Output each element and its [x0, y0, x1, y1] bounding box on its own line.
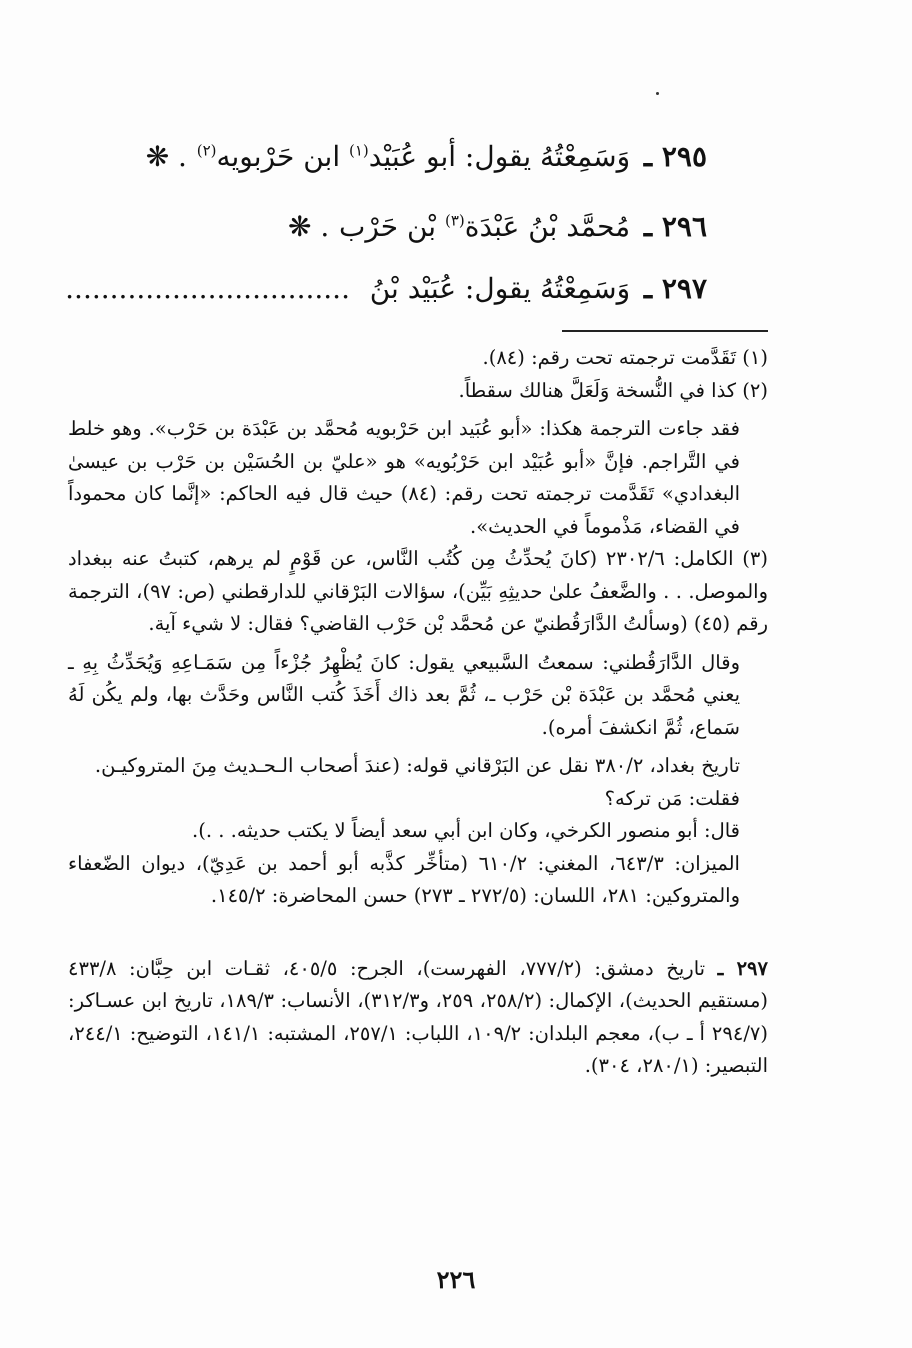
footnote-3-references: الميزان: ٦٤٣/٣، المغني: ٦١٠/٢ (متأخِّر كذَّبه أبو أحمد بن عَدِيّ)، ديوان الضّعفاء والمتروكين: ٢٨١، اللسان: (٢٧٢/٥ ـ ٢٧٣) حسن المحاضرة: ١٤٥/٢.: [68, 851, 740, 907]
footnote-3-paragraph: تاريخ بغداد، ٣٨٠/٢ نقل عن البَرْقاني قوله: (عندَ أصحاب الـحـديث مِنَ المتروكيـن.: [94, 754, 740, 777]
footnote-ref: (١): [349, 141, 369, 160]
sources-number: ٢٩٧ ـ: [717, 956, 768, 980]
entry-296: [288, 210, 707, 243]
entry-text: وَسَمِعْتُهُ يقول: عُبَيْد بْنُ: [369, 272, 631, 305]
entry-295: [146, 140, 707, 173]
missing-text-dots: ................................: [65, 272, 350, 305]
footnotes: [68, 342, 768, 1083]
footnote-3-paragraph: فقلت: مَن تركه؟: [604, 786, 740, 810]
footnote-2-body: فقد جاءت الترجمة هكذا: «أبو عُبَيد ابن حَرْبويه مُحمَّد بن عَبْدَة بن حَرْب». وهو خلط في التَّراجم. فإنَّ «أبو عُبَيْد ابن حَرْبُويه» هو «عليّ بن الحُسَيْن بن حَرْب بن عيسىٰ البغدادي» تَقَدَّمت ترجمته تحت رقم: (٨٤) حيث قال فيه الحاكم: «إنَّما كان محموداً في القضاء، مَذْموماً في الحديث».: [68, 417, 740, 538]
footnote-3-paragraph: قال: أبو منصور الكرخي، وكان ابن أبي سعد أيضاً لا يكتب حديثه. . .).: [192, 819, 740, 842]
entry-text-continued: ابن حَرْبويه: [216, 140, 349, 173]
page-number: ٢٢٦: [436, 1265, 476, 1294]
footnote-3: (٣) الكامل: ٢٣٠٢/٦ (كانَ يُحدِّثُ مِن كُتُب النَّاس، عن قَوْمٍ لم يرهم، كتبتُ عنه ببغداد والموصل. . . والضَّعفُ علىٰ حديثِهِ بَيِّن)، سؤالات البَرْقاني للدارقطني (ص: ٩٧)، الترجمة رقم (٤٥) (وسألتُ الدَّارَقُطنيّ عن مُحمَّد بْن حَرْب القاضي؟ فقال: لا شيء آية.: [68, 547, 768, 635]
entry-mark: . ❋: [145, 140, 187, 173]
entry-number: ٢٩٧ ـ: [643, 272, 707, 305]
entry-text-continued: بْن حَرْب: [338, 210, 445, 243]
entry-number: ٢٩٦ ـ: [643, 210, 707, 243]
footnote-1: (١) تَقَدَّمت ترجمته تحت رقم: (٨٤).: [482, 346, 768, 369]
entry-number: ٢٩٥ ـ: [643, 140, 707, 173]
footnote-ref: (٣): [445, 211, 465, 230]
entry-text: مُحمَّد بْنُ عَبْدَة: [464, 210, 631, 243]
sources-text: تاريخ دمشق: (٧٧٧/٢، الفهرست)، الجرح: ٤٠٥/٥، ثقـات ابن حِبَّان: ٤٣٣/٨ (مستقيم الحديث)، الإكمال: (٢٥٨/٢، ٢٥٩، و٣١٢/٣)، الأنساب: ١٨٩/٣، تاريخ ابن عسـاكر: (٢٩٤/٧ أ ـ ب)، معجم البلدان: ١٠٩/٢، اللباب: ٢٥٧/١، المشتبه: ١٤١/١، التوضيح: ٢٤٤/١، التبصير: (٢٨٠/١، ٣٠٤).: [68, 956, 768, 1077]
sources-297: [68, 953, 768, 1083]
footnote-ref: (٢): [196, 141, 217, 160]
entry-mark: . ❋: [287, 210, 330, 243]
footnote-2: (٢) كذا في النُّسخة وَلَعَلَّ هنالك سقطاً.: [458, 378, 768, 402]
entry-text: وَسَمِعْتُهُ يقول: أبو عُبَيْد: [368, 140, 631, 173]
footnote-separator: [562, 330, 768, 332]
footnote-3-paragraph: وقال الدَّارَقُطني: سمعتُ السَّبيعي يقول: كانَ يُظْهِرُ جُزْءاً مِن سَمَـاعِهِ وَيُحَدِّثُ بِهِ ـ يعني مُحمَّد بن عَبْدَة بْن حَرْب ـ، ثُمَّ بعد ذاك أَخَذَ كُتب النَّاس وحَدَّث بها، ولم يكُن لَهُ سَماع، ثُمَّ انكشفَ أمره).: [68, 650, 740, 739]
entry-297: [67, 272, 707, 305]
scan-speck: [656, 92, 659, 95]
